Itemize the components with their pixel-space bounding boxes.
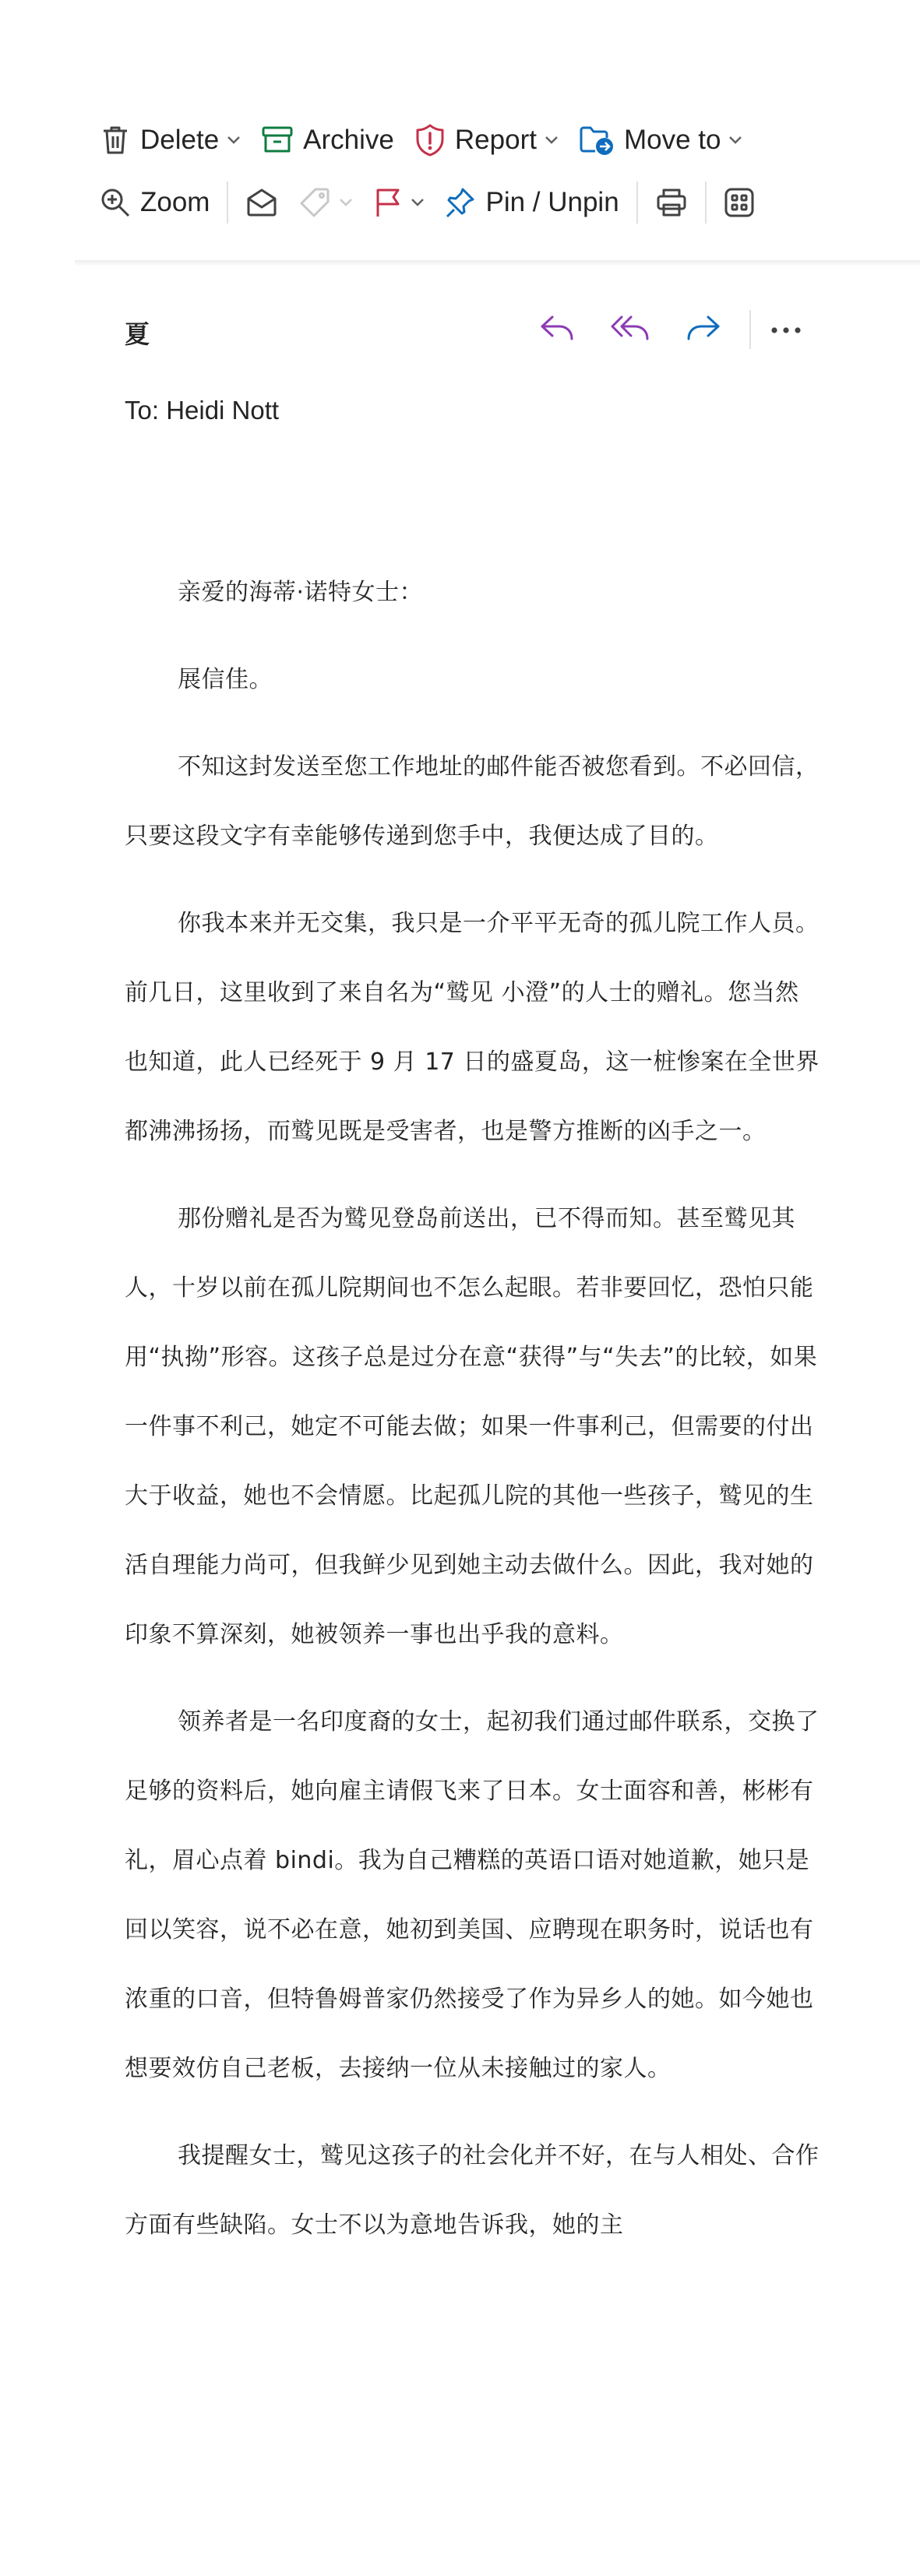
body-paragraph: 我提醒女士，鹫见这孩子的社会化并不好，在与人相处、合作方面有些缺陷。女士不以为意地告诉我，她的主 (125, 2142, 820, 2239)
body-paragraph: 你我本来并无交集，我只是一介平平无奇的孤儿院工作人员。前几日，这里收到了来自名为“鹫见 小澄”的人士的赠礼。您当然也知道，此人已经死于 9 月 17 日的盛夏岛，这一桩惨案在全世界都沸沸扬扬，而鹫见既是受害者，也是警方推断的凶手之一。 (125, 910, 820, 1145)
body-paragraph: 不知这封发送至您工作地址的邮件能否被您看到。不必回信，只要这段文字有幸能够传递到您手中，我便达成了目的。 (125, 753, 820, 850)
recipient-line: To: Heidi Nott (125, 396, 280, 425)
toolbar-row-2 (93, 171, 841, 234)
actions-divider (749, 310, 751, 349)
forward-icon (685, 312, 722, 347)
report-button[interactable] (408, 116, 565, 164)
pin-unpin-button[interactable] (439, 178, 625, 227)
archive-label: Archive (303, 125, 394, 155)
chevron-down-icon[interactable] (728, 136, 742, 145)
reply-icon (538, 312, 576, 347)
body-paragraph: 那份赠礼是否为鹫见登岛前送出，已不得而知。甚至鹫见其人，十岁以前在孤儿院期间也不怎么起眼。若非要回忆，恐怕只能用“执拗”形容。这孩子总是过分在意“获得”与“失去”的比较，如果一件事不利己，她定不可能去做；如果一件事利己，但需要的付出大于收益，她也不会情愿。比起孤儿院的其他一些孩子，鹫见的生活自理能力尚可，但我鲜少见到她主动去做什么。因此，我对她的印象不算深刻，她被领养一事也出乎我的意料。 (125, 1205, 818, 1648)
envelope-open-icon (245, 187, 278, 218)
printer-icon (655, 187, 688, 218)
zoom-button[interactable] (93, 178, 216, 227)
move-to-button[interactable] (573, 116, 749, 164)
reply-all-button[interactable] (603, 302, 657, 357)
more-actions-button[interactable] (759, 302, 813, 357)
chevron-down-icon[interactable] (411, 198, 425, 207)
pin-unpin-label: Pin / Unpin (485, 187, 619, 217)
chevron-down-icon[interactable] (227, 136, 241, 145)
archive-button[interactable] (255, 116, 400, 164)
categorize-button[interactable] (292, 178, 359, 227)
reply-all-icon (610, 312, 650, 347)
body-paragraph: 展信佳。 (178, 666, 273, 693)
sender-name: 夏 (125, 319, 150, 349)
delete-button[interactable] (93, 116, 247, 164)
move-to-label: Move to (623, 125, 721, 155)
message-header (125, 302, 826, 357)
apps-button[interactable] (717, 178, 761, 227)
flag-icon (373, 186, 403, 219)
toolbar-divider (636, 181, 638, 224)
reply-button[interactable] (530, 302, 584, 357)
folder-move-icon (579, 124, 615, 157)
body-paragraph: 领养者是一名印度裔的女士，起初我们通过邮件联系，交换了足够的资料后，她向雇主请假飞来了日本。女士面容和善，彬彬有礼，眉心点着 bindi。我为自己糟糕的英语口语对她道歉，她只是回以笑容，说不必在意，她初到美国、应聘现在职务时，说话也有浓重的口音，但特鲁姆普家仍然接受了作为异乡人的她。如今她也想要效仿自己老板，去接纳一位从未接触过的家人。 (125, 1708, 820, 2082)
apps-grid-icon (724, 187, 755, 218)
shield-alert-icon (414, 123, 446, 157)
toolbar-row-1 (93, 109, 841, 171)
chevron-down-icon[interactable] (339, 198, 353, 207)
chevron-down-icon[interactable] (545, 136, 559, 145)
message-actions (530, 302, 832, 357)
toolbar-shadow-divider (75, 260, 920, 266)
zoom-label: Zoom (140, 187, 210, 217)
body-paragraph: 亲爱的海蒂·诺特女士： (178, 579, 424, 606)
toolbar-divider (227, 181, 228, 224)
toolbar-divider (705, 181, 707, 224)
report-label: Report (454, 125, 537, 155)
delete-label: Delete (140, 125, 220, 155)
tag-icon (298, 186, 331, 219)
forward-button[interactable] (676, 302, 731, 357)
pin-icon (445, 186, 476, 219)
more-icon (770, 322, 802, 337)
message-body (125, 558, 823, 2278)
flag-button[interactable] (367, 178, 431, 227)
print-button[interactable] (649, 178, 694, 227)
zoom-icon (100, 187, 131, 218)
trash-icon (100, 124, 131, 157)
message-toolbar (93, 109, 841, 234)
mark-read-unread-button[interactable] (239, 178, 284, 227)
archive-box-icon (261, 125, 294, 156)
